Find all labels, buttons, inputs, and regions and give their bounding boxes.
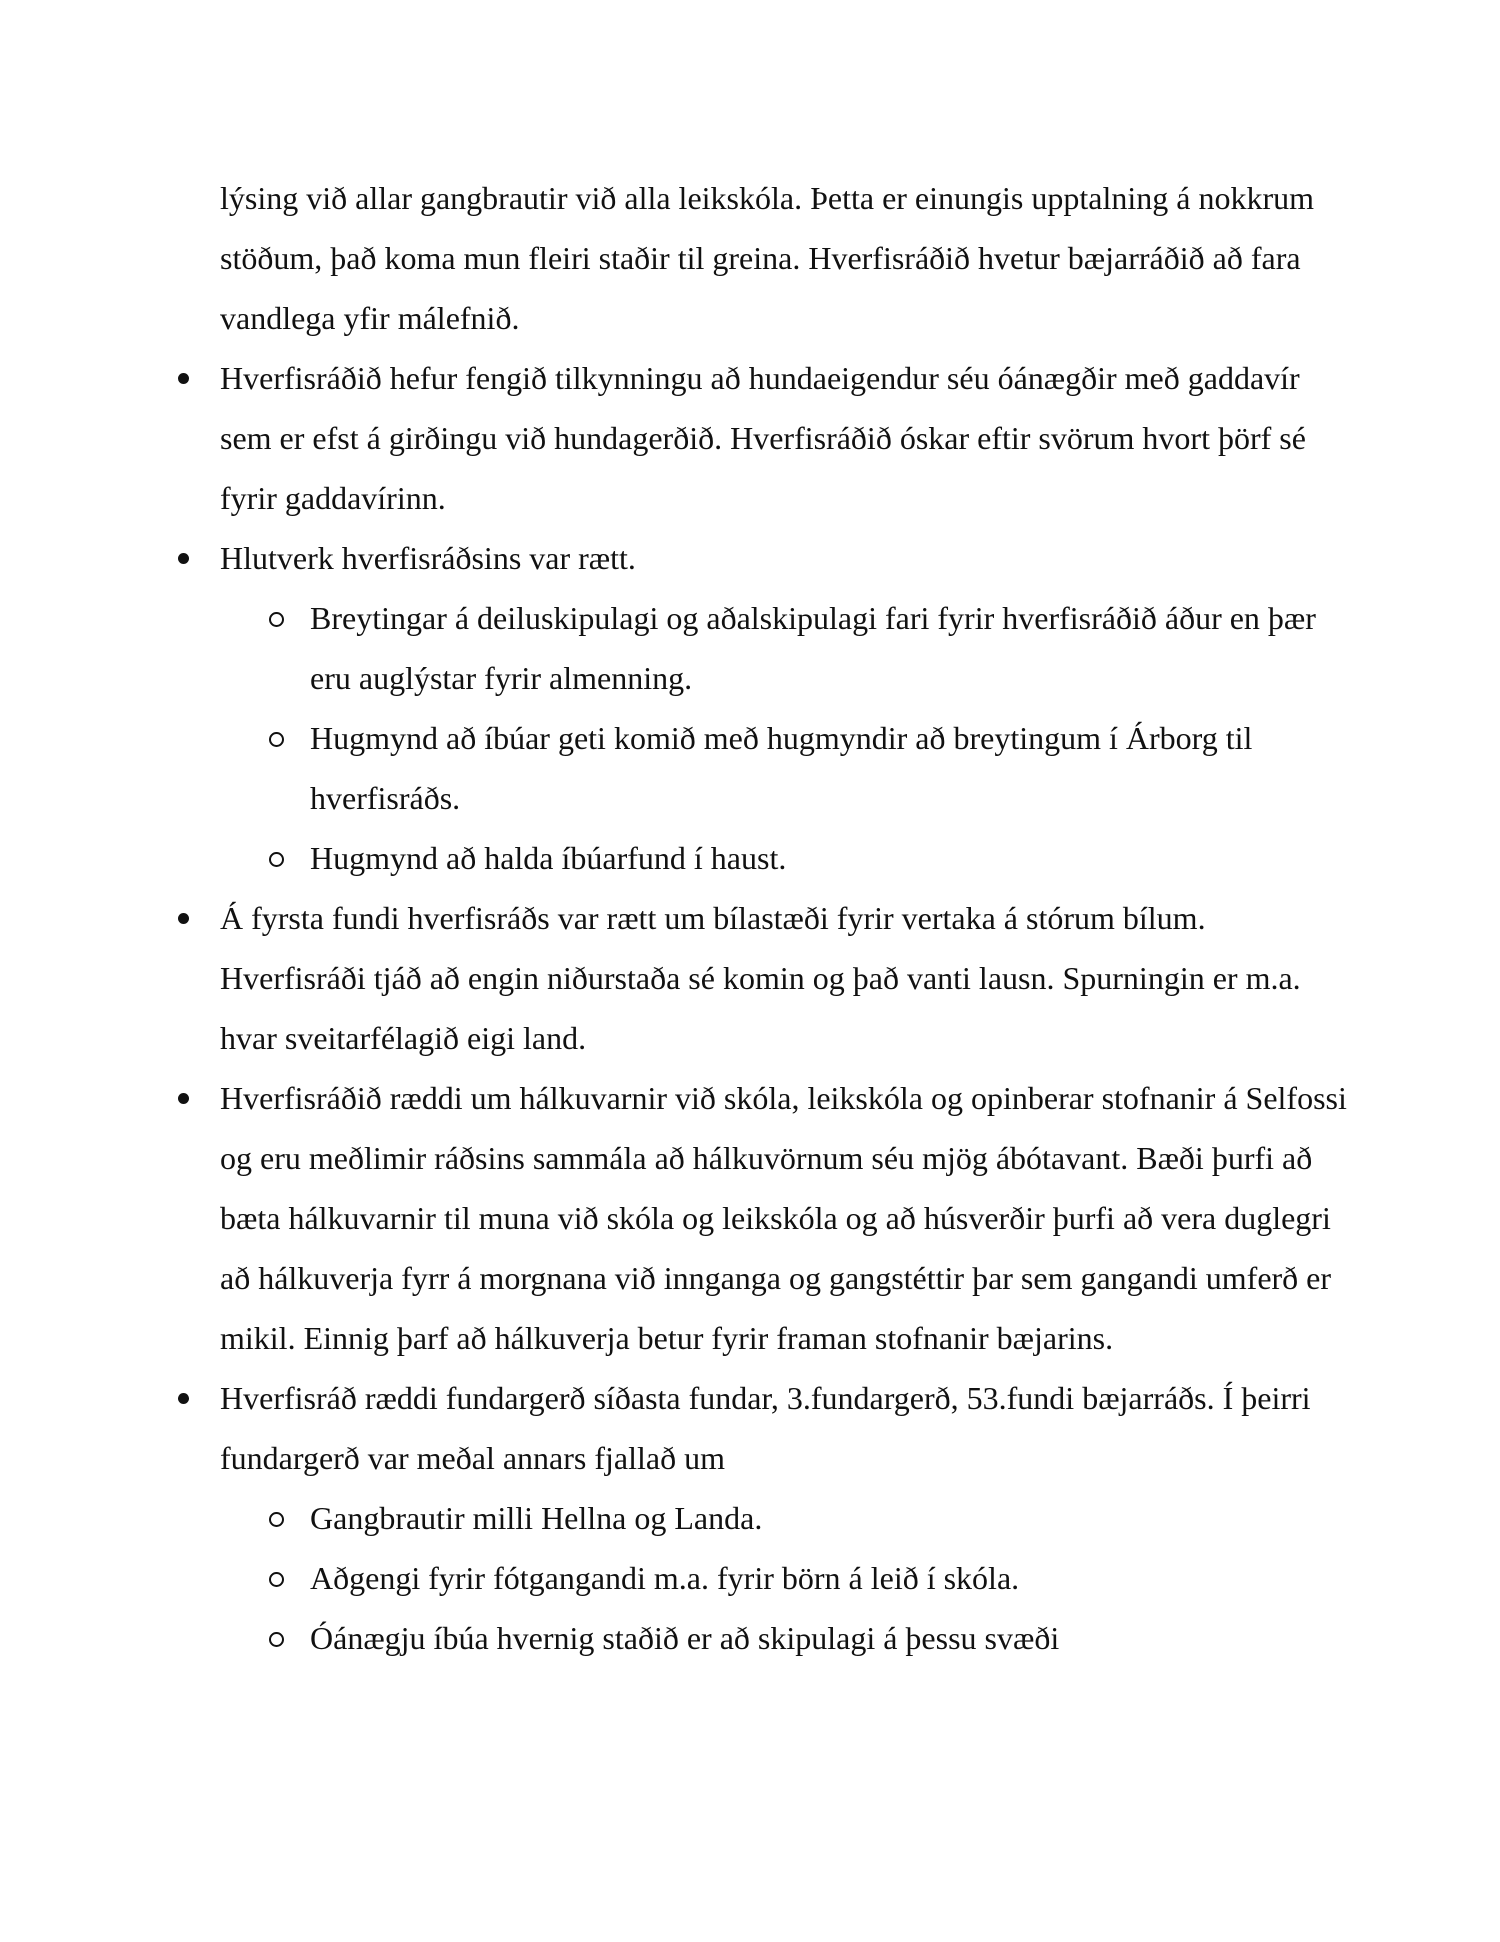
bullet-icon (176, 528, 206, 588)
sub-list-item-text: Óánægju íbúa hvernig staðið er að skipulagi á þessu svæði (310, 1620, 1060, 1656)
document-body (0, 168, 1500, 1668)
hollow-bullet-icon (268, 1488, 298, 1548)
sub-list-item (0, 828, 1350, 888)
sub-list-item-text: Gangbrautir milli Hellna og Landa. (310, 1500, 763, 1536)
sub-list-item (0, 588, 1350, 708)
bullet-icon (176, 888, 206, 948)
hollow-bullet-icon (268, 828, 298, 888)
list-item (0, 1368, 1350, 1488)
list-item-text: Hverfisráðið hefur fengið tilkynningu að hundaeigendur séu óánægðir með gaddavír sem er efst á girðingu við hundagerðið. Hverfisráðið óskar eftir svörum hvort þörf sé fyrir gaddavírinn. (220, 360, 1306, 516)
sub-list-item-text: Breytingar á deiluskipulagi og aðalskipulagi fari fyrir hverfisráðið áður en þær eru auglýstar fyrir almenning. (310, 600, 1316, 696)
hollow-bullet-icon (268, 1548, 298, 1608)
list-item (0, 348, 1350, 528)
list-item (0, 1068, 1350, 1368)
hollow-bullet-icon (268, 708, 298, 768)
sub-list-item-text: Hugmynd að halda íbúarfund í haust. (310, 840, 787, 876)
bullet-icon (176, 1368, 206, 1428)
list-item-text: Hverfisráðið ræddi um hálkuvarnir við skóla, leikskóla og opinberar stofnanir á Selfossi og eru meðlimir ráðsins sammála að hálkuvörnum séu mjög ábótavant. Bæði þurfi að bæta hálkuvarnir til muna við skóla og leikskóla og að húsverðir þurfi að vera duglegri að hálkuverja fyrr á morgnana við innganga og gangstéttir þar sem gangandi umferð er mikil. Einnig þarf að hálkuverja betur fyrir framan stofnanir bæjarins. (220, 1080, 1347, 1356)
hollow-bullet-icon (268, 588, 298, 648)
list-item (0, 888, 1350, 1068)
hollow-bullet-icon (268, 1608, 298, 1668)
list-item-text: Á fyrsta fundi hverfisráðs var rætt um bílastæði fyrir vertaka á stórum bílum. Hverfisráði tjáð að engin niðurstaða sé komin og það vanti lausn. Spurningin er m.a. hvar sveitarfélagið eigi land. (220, 900, 1301, 1056)
sub-list-item (0, 1548, 1350, 1608)
sub-list-item (0, 1488, 1350, 1548)
list-item-text: Hlutverk hverfisráðsins var rætt. (220, 540, 636, 576)
list-item-text: Hverfisráð ræddi fundargerð síðasta fundar, 3.fundargerð, 53.fundi bæjarráðs. Í þeirri fundargerð var meðal annars fjallað um (220, 1380, 1311, 1476)
sub-list-item (0, 1608, 1350, 1668)
sub-list-item-text: Hugmynd að íbúar geti komið með hugmyndir að breytingum í Árborg til hverfisráðs. (310, 720, 1253, 816)
sub-list-item (0, 708, 1350, 828)
sub-list-item-text: Aðgengi fyrir fótgangandi m.a. fyrir börn á leið í skóla. (310, 1560, 1020, 1596)
bullet-icon (176, 1068, 206, 1128)
list-item (0, 528, 1350, 588)
bullet-icon (176, 348, 206, 408)
continuation-paragraph: lýsing við allar gangbrautir við alla leikskóla. Þetta er einungis upptalning á nokkrum stöðum, það koma mun fleiri staðir til greina. Hverfisráðið hvetur bæjarráðið að fara vandlega yfir málefnið. (220, 180, 1314, 336)
